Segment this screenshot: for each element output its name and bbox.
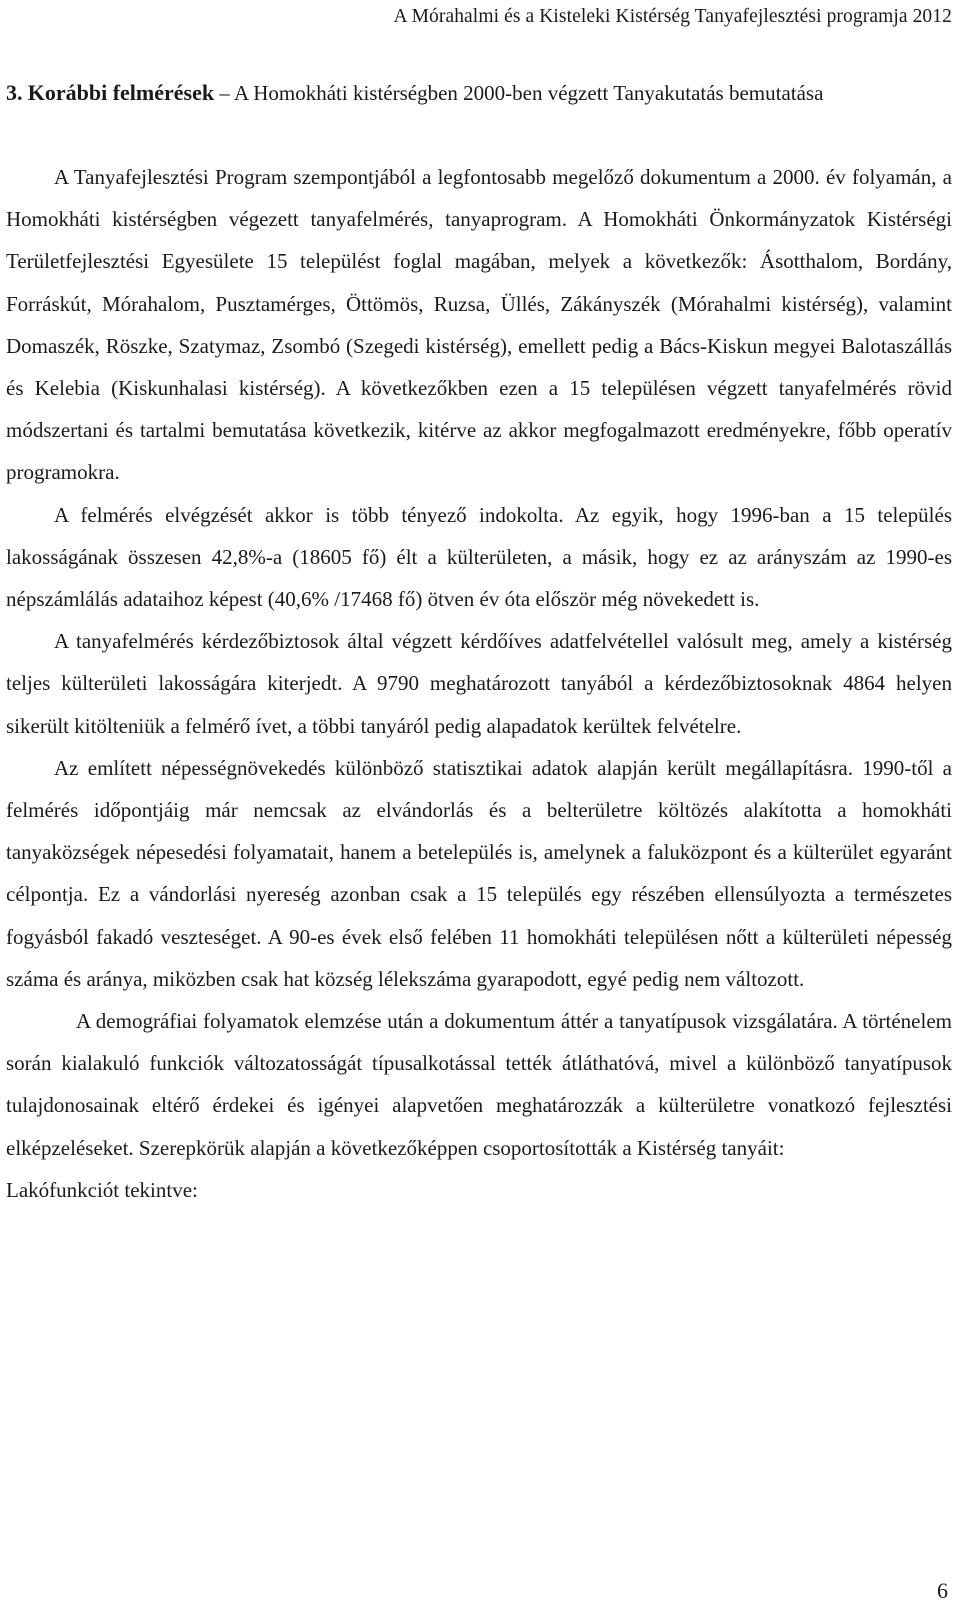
body-text — [6, 156, 952, 1211]
paragraph-2: A felmérés elvégzését akkor is több tényező indokolta. Az egyik, hogy 1996-ban a 15 település lakosságának összesen 42,8%-a (18605 fő) élt a külterületen, a másik, hogy ez az arányszám az 1990-es népszámlálás adataihoz képest (40,6% /17468 fő) ötven év óta először még növekedett is. — [6, 502, 952, 612]
page-number: 6 — [937, 1578, 948, 1603]
section-subtitle: A Homokháti kistérségben 2000-ben végzett Tanyakutatás bemutatása — [233, 81, 824, 105]
running-header: A Mórahalmi és a Kisteleki Kistérség Tanyafejlesztési programja 2012 — [393, 6, 952, 27]
paragraph-5: A demográfiai folyamatok elemzése után a dokumentum áttér a tanyatípusok vizsgálatára. A történelem során kialakuló funkciók változatosságát típusalkotással tették átláthatóvá, mivel a különböző tanyatípusok tulajdonosainak eltérő érdekei és igényei alapvetően meghatározzák a külterületre vonatkozó fejlesztési elképzeléseket. Szerepkörük alapján a következőképpen csoportosították a Kistérség tanyáit: — [6, 1009, 952, 1160]
paragraph-1: A Tanyafejlesztési Program szempontjából a legfontosabb megelőző dokumentum a 2000. év folyamán, a Homokháti kistérségben végezett tanyafelmérés, tanyaprogram. A Homokháti Önkormányzatok Kistérségi Területfejlesztési Egyesülete 15 települést foglal magában, melyek a következők: Ásotthalom, Bordány, Forráskút, Mórahalom, Pusztamérges, Öttömös, Ruzsa, Üllés, Zákányszék (Mórahalmi kistérség), valamint Domaszék, Röszke, Szatymaz, Zsombó (Szegedi kistérség), emellett pedig a Bács-Kiskun megyei Balotaszállás és Kelebia (Kiskunhalasi kistérség). A következőkben ezen a 15 településen végzett tanyafelmérés rövid módszertani és tartalmi bemutatása következik, kitérve az akkor megfogalmazott eredményekre, főbb operatív programokra. — [6, 165, 952, 485]
paragraph-4: Az említett népességnövekedés különböző statisztikai adatok alapján került megállapításra. 1990-től a felmérés időpontjáig már nemcsak az elvándorlás és a belterületre költözés alakította a homokháti tanyaközségek népesedési folyamatait, hanem a betelepülés is, amelynek a faluközpont és a külterület egyaránt célpontja. Ez a vándorlási nyereség azonban csak a 15 település egy részében ellensúlyozta a természetes fogyásból fakadó veszteséget. A 90-es évek első felében 11 homokháti településen nőtt a külterületi népesség száma és aránya, miközben csak hat község lélekszáma gyarapodott, egyé pedig nem változott. — [6, 755, 952, 991]
section-dash: – — [214, 81, 234, 105]
section-number: 3. — [6, 80, 23, 105]
paragraph-6: Lakófunkciót tekintve: — [6, 1177, 198, 1202]
paragraph-3: A tanyafelmérés kérdezőbiztosok által végzett kérdőíves adatfelvétellel valósult meg, amely a kistérség teljes külterületi lakosságára kiterjedt. A 9790 meghatározott tanyából a kérdezőbiztosoknak 4864 helyen sikerült kitölteniük a felmérő ívet, a többi tanyáról pedig alapadatok kerültek felvételre. — [6, 629, 952, 738]
section-title: Korábbi felmérések — [27, 80, 215, 105]
section-heading — [6, 72, 952, 114]
